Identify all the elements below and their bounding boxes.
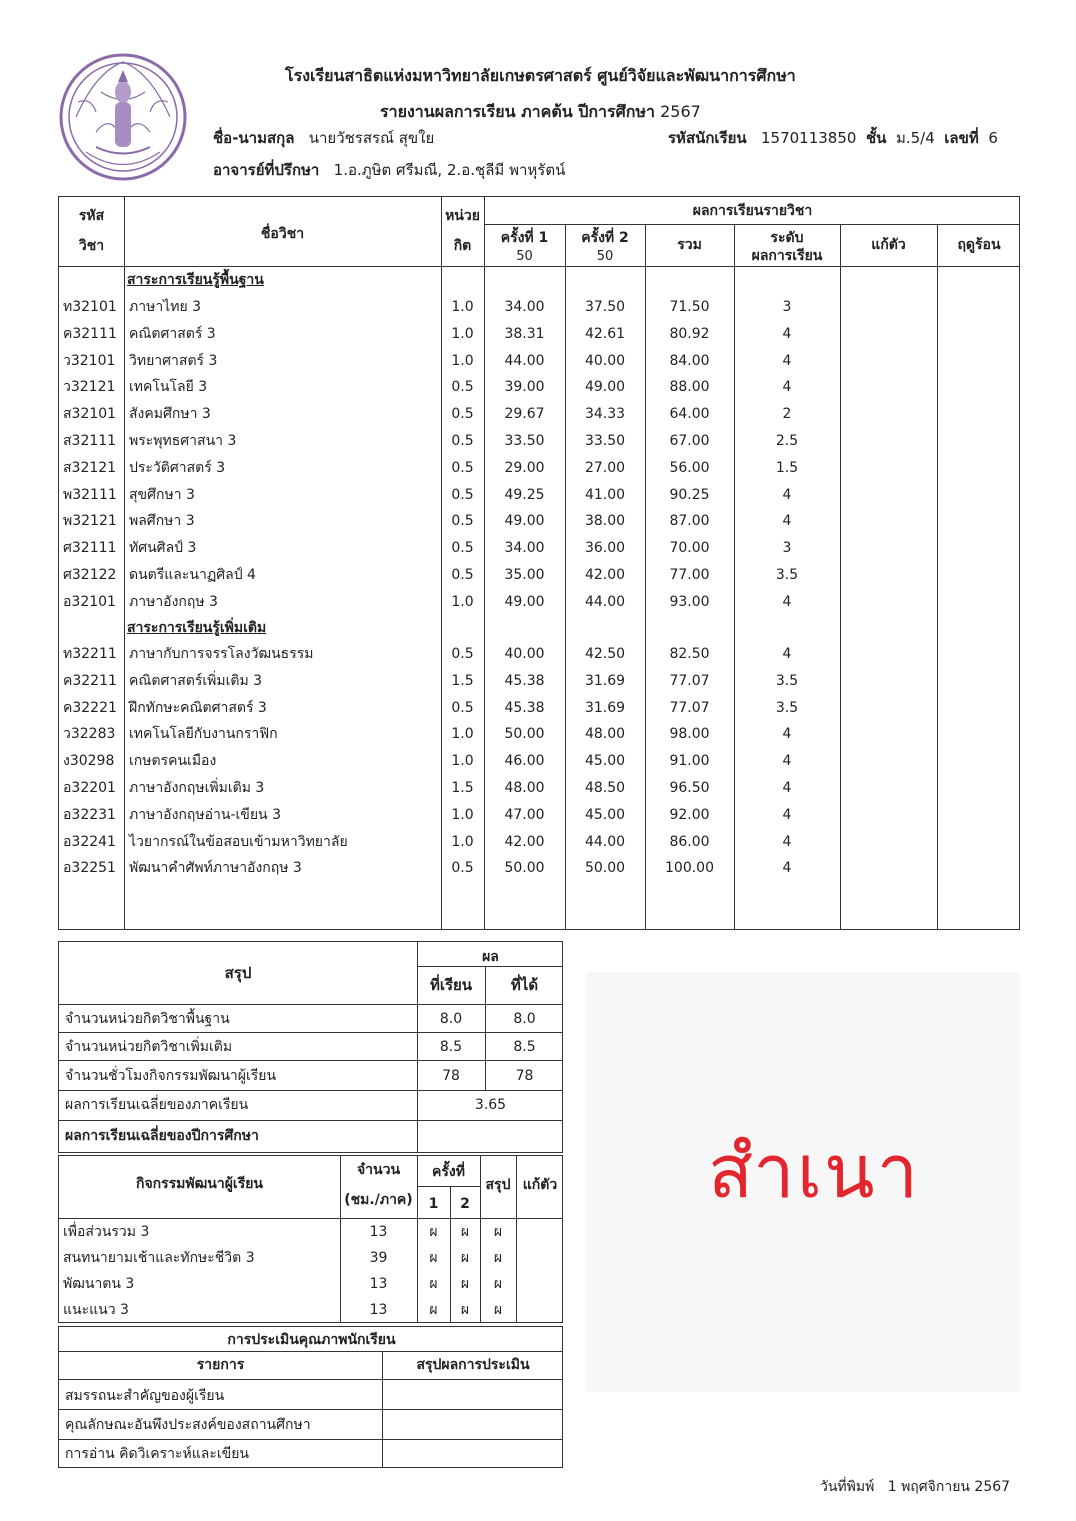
- grade-cell-code: ค32111: [63, 325, 117, 342]
- activities-t1: 1: [428, 1196, 439, 1212]
- grade-cell-total: 67.00: [669, 433, 710, 449]
- grade-cell-t1: 29.67: [504, 406, 545, 423]
- name-value: นายวัชรสรณ์ สุขใย: [308, 129, 435, 147]
- header-term2-max: 50: [596, 249, 614, 264]
- gpa-year-label: ผลการเรียนเฉลี่ยของปีการศึกษา: [65, 1128, 259, 1144]
- grade-cell-total: 86.00: [669, 833, 710, 850]
- number-label: เลขที่: [944, 129, 979, 147]
- grade-cell-name: สุขศึกษา 3: [129, 486, 195, 503]
- grade-cell-grade: 4: [782, 646, 792, 662]
- grade-cell-t1: 49.25: [504, 486, 545, 503]
- grade-row: [59, 750, 1021, 777]
- grade-cell-credit: 1.0: [451, 833, 474, 850]
- grade-row: [59, 591, 1021, 618]
- grade-cell-grade: 4: [782, 726, 792, 743]
- activity-cell-name: เพื่อส่วนรวม 3: [63, 1224, 150, 1240]
- summary-row-earned: 8.0: [513, 1011, 536, 1027]
- activities-table: [58, 1155, 563, 1323]
- grade-cell-t1: 38.31: [504, 325, 545, 342]
- grade-row: [59, 831, 1021, 858]
- grade-cell-total: 93.00: [669, 593, 710, 610]
- grade-cell-grade: 4: [782, 325, 792, 342]
- grade-cell-total: 96.50: [669, 780, 710, 796]
- grade-cell-t2: 48.50: [584, 780, 626, 796]
- grade-cell-total: 91.00: [669, 753, 710, 770]
- grade-cell-name: ภาษาอังกฤษ 3: [129, 593, 218, 610]
- grade-cell-t1: 34.00: [504, 540, 545, 557]
- activities-fix: แก้ตัว: [522, 1177, 558, 1193]
- grade-cell-name: พัฒนาคำศัพท์ภาษาอังกฤษ 3: [129, 860, 302, 877]
- grade-row: [59, 376, 1021, 403]
- grade-row: [59, 723, 1021, 750]
- grade-cell-name: พระพุทธศาสนา 3: [129, 433, 237, 449]
- grade-cell-name: สังคมศึกษา 3: [129, 406, 211, 423]
- summary-table: [58, 941, 563, 1153]
- grade-cell-credit: 0.5: [451, 459, 474, 476]
- grade-cell-code: อ32241: [63, 833, 116, 850]
- grade-cell-grade: 2: [782, 406, 792, 423]
- grade-cell-t1: 49.00: [504, 513, 545, 530]
- student-id-label: รหัสนักเรียน: [668, 129, 747, 147]
- grade-cell-total: 90.25: [669, 486, 710, 503]
- print-date: [820, 1476, 1010, 1498]
- grade-cell-credit: 1.0: [451, 726, 474, 743]
- grade-cell-credit: 0.5: [451, 379, 474, 396]
- grade-cell-grade: 4: [782, 513, 792, 530]
- copy-stamp: สำเนา: [708, 1129, 921, 1215]
- quality-row: การอ่าน คิดวิเคราะห์และเขียน: [65, 1446, 249, 1462]
- advisor-value: 1.อ.ภูษิต ศรีมณี, 2.อ.ชุลีมี พาหุรัตน์: [333, 161, 566, 179]
- grade-row: [59, 323, 1021, 350]
- grade-cell-name: ประวัติศาสตร์ 3: [129, 459, 226, 476]
- grade-cell-t1: 45.38: [504, 699, 545, 716]
- grade-cell-code: ส32121: [63, 459, 117, 476]
- grade-cell-credit: 1.5: [451, 672, 474, 689]
- grade-cell-name: ไวยากรณ์ในข้อสอบเข้ามหาวิทยาลัย: [129, 833, 348, 850]
- grade-cell-code: ส32101: [63, 406, 117, 423]
- report-title-text: รายงานผลการเรียน ภาคต้น ปีการศึกษา: [380, 102, 656, 121]
- activity-cell-hours: 13: [369, 1224, 388, 1240]
- grade-cell-name: ดนตรีและนาฏศิลป์ 4: [129, 567, 256, 583]
- grade-row: [59, 403, 1021, 430]
- grade-cell-grade: 4: [782, 379, 792, 396]
- quality-row: สมรรถนะสำคัญของผู้เรียน: [65, 1388, 225, 1404]
- grade-row: [59, 697, 1021, 724]
- grade-cell-grade: 3.5: [775, 567, 799, 583]
- activities-times: ครั้งที่: [432, 1164, 465, 1180]
- grade-cell-t2: 44.00: [584, 593, 626, 610]
- grade-cell-t1: 50.00: [504, 860, 545, 877]
- grade-cell-credit: 0.5: [451, 567, 474, 583]
- grade-cell-t1: 42.00: [504, 833, 545, 850]
- grade-cell-total: 70.00: [669, 540, 710, 557]
- activity-cell-r1: ผ: [429, 1224, 438, 1240]
- grade-cell-total: 98.00: [669, 726, 710, 743]
- grade-cell-credit: 0.5: [451, 486, 474, 503]
- grade-cell-code: ค32211: [63, 672, 117, 689]
- student-id-group: [668, 126, 998, 150]
- grade-cell-code: พ32111: [63, 486, 117, 503]
- grade-cell-name: ฝึกทักษะคณิตศาสตร์ 3: [129, 699, 267, 716]
- grade-cell-grade: 4: [782, 486, 792, 503]
- grade-cell-name: ภาษาอังกฤษเพิ่มเติม 3: [129, 780, 265, 796]
- grade-cell-t2: 45.00: [584, 806, 626, 823]
- header-term1: ครั้งที่ 1: [500, 230, 549, 246]
- grade-cell-name: ภาษาไทย 3: [129, 299, 202, 315]
- grade-cell-grade: 3.5: [775, 672, 799, 689]
- grade-row: [59, 643, 1021, 670]
- grade-cell-total: 88.00: [669, 379, 710, 396]
- grade-cell-t2: 40.00: [584, 352, 626, 369]
- activity-cell-r2: ผ: [460, 1250, 470, 1266]
- activity-cell-hours: 13: [369, 1276, 388, 1292]
- grade-cell-credit: 1.0: [451, 753, 474, 770]
- grade-cell-name: พลศึกษา 3: [129, 513, 195, 530]
- grade-cell-t1: 35.00: [504, 567, 545, 583]
- grade-cell-code: พ32121: [63, 513, 117, 530]
- section-basic-title: สาระการเรียนรู้พื้นฐาน: [127, 272, 264, 288]
- grade-cell-t2: 50.00: [584, 860, 626, 877]
- grade-cell-credit: 0.5: [451, 433, 474, 449]
- summary-row-label: จำนวนชั่วโมงกิจกรรมพัฒนาผู้เรียน: [65, 1068, 277, 1084]
- grade-cell-credit: 0.5: [451, 540, 474, 557]
- activity-cell-name: แนะแนว 3: [63, 1302, 129, 1318]
- grade-cell-t2: 37.50: [584, 299, 626, 315]
- grade-row: [59, 804, 1021, 831]
- grade-cell-t2: 48.00: [584, 726, 626, 743]
- grade-row: [59, 857, 1021, 884]
- grade-cell-credit: 1.0: [451, 352, 474, 369]
- header-credit-2: กิต: [453, 238, 472, 254]
- grade-cell-grade: 4: [782, 806, 792, 823]
- grade-cell-t1: 46.00: [504, 753, 545, 770]
- school-seal-icon: [56, 52, 190, 182]
- grade-cell-t2: 33.50: [584, 433, 626, 449]
- grade-cell-t1: 45.38: [504, 672, 545, 689]
- grade-cell-credit: 0.5: [451, 406, 474, 423]
- grade-cell-code: อ32251: [63, 860, 116, 877]
- grade-cell-credit: 0.5: [451, 699, 474, 716]
- grade-cell-name: ภาษากับการจรรโลงวัฒนธรรม: [129, 646, 314, 662]
- grade-cell-code: ว32121: [63, 379, 116, 396]
- activity-cell-r1: ผ: [429, 1250, 438, 1266]
- grade-cell-code: ค32221: [63, 699, 117, 716]
- header-fix: แก้ตัว: [871, 237, 906, 253]
- grade-cell-t1: 34.00: [504, 299, 545, 315]
- class-value: ม.5/4: [895, 129, 935, 147]
- grade-cell-grade: 2.5: [775, 433, 799, 449]
- grade-cell-t2: 42.50: [584, 646, 626, 662]
- summary-row-earned: 8.5: [513, 1039, 536, 1055]
- grades-table: [58, 196, 1020, 930]
- grade-cell-credit: 1.0: [451, 325, 474, 342]
- activity-cell-hours: 13: [369, 1302, 388, 1318]
- grade-row: [59, 484, 1021, 511]
- grade-cell-code: ศ32122: [63, 567, 117, 583]
- activities-hours-2: (ชม./ภาค): [344, 1192, 413, 1208]
- summary-title: สรุป: [224, 964, 252, 982]
- grade-cell-t1: 47.00: [504, 806, 545, 823]
- number-value: 6: [988, 129, 998, 147]
- grade-cell-total: 64.00: [669, 406, 710, 423]
- grade-cell-total: 92.00: [669, 806, 710, 823]
- quality-row: คุณลักษณะอันพึงประสงค์ของสถานศึกษา: [65, 1417, 311, 1433]
- grade-cell-total: 77.00: [669, 567, 710, 583]
- grade-cell-code: ว32283: [63, 726, 116, 743]
- header-credit-1: หน่วย: [445, 208, 480, 224]
- grade-cell-code: อ32201: [63, 780, 116, 796]
- school-name: โรงเรียนสาธิตแห่งมหาวิทยาลัยเกษตรศาสตร์ ศูนย์วิจัยและพัฒนาการศึกษา: [285, 66, 796, 85]
- grade-cell-grade: 3.5: [775, 699, 799, 716]
- name-label: ชื่อ-นามสกุล: [213, 129, 295, 147]
- grade-cell-grade: 4: [782, 753, 792, 770]
- advisor-label: อาจารย์ที่ปรึกษา: [213, 161, 320, 179]
- grade-row: [59, 670, 1021, 697]
- summary-row-studied: 8.0: [439, 1011, 463, 1027]
- activities-title: กิจกรรมพัฒนาผู้เรียน: [135, 1176, 263, 1192]
- grade-cell-t2: 42.00: [584, 567, 626, 583]
- grade-cell-credit: 0.5: [451, 646, 474, 662]
- grade-cell-t1: 39.00: [504, 379, 545, 396]
- grade-cell-total: 100.00: [665, 860, 714, 877]
- report-title: [380, 100, 701, 125]
- grade-row: [59, 430, 1021, 457]
- grade-cell-code: ศ32111: [63, 540, 117, 557]
- grade-cell-total: 80.92: [669, 325, 710, 342]
- grade-cell-t1: 29.00: [504, 459, 545, 476]
- grade-cell-total: 77.07: [669, 699, 710, 716]
- grade-cell-name: เทคโนโลยี 3: [129, 379, 208, 396]
- grade-cell-name: ทัศนศิลป์ 3: [129, 540, 197, 557]
- grade-cell-code: ท32211: [63, 646, 117, 662]
- report-year: 2567: [660, 102, 701, 121]
- grade-row: [59, 777, 1021, 804]
- grade-cell-code: ว32101: [63, 352, 116, 369]
- grade-cell-grade: 4: [782, 833, 792, 850]
- grade-cell-t1: 48.00: [504, 780, 545, 796]
- summary-row-label: จำนวนหน่วยกิตวิชาพื้นฐาน: [65, 1011, 230, 1027]
- grade-row: [59, 457, 1021, 484]
- header-subject: ชื่อวิชา: [260, 226, 305, 242]
- gpa-term-label: ผลการเรียนเฉลี่ยของภาคเรียน: [65, 1097, 249, 1113]
- grade-cell-t1: 44.00: [504, 352, 545, 369]
- grade-cell-grade: 4: [782, 593, 792, 610]
- grade-cell-total: 84.00: [669, 352, 710, 369]
- grade-cell-credit: 1.5: [451, 780, 474, 796]
- quality-table: [58, 1326, 563, 1468]
- activity-cell-r2: ผ: [460, 1302, 470, 1318]
- gpa-term-value: 3.65: [474, 1097, 507, 1113]
- grade-cell-t2: 34.33: [584, 406, 626, 423]
- grade-row: [59, 296, 1021, 323]
- grade-cell-t2: 31.69: [584, 672, 626, 689]
- student-info-row: [213, 126, 1013, 148]
- header-summer: ฤดูร้อน: [957, 237, 1001, 253]
- grade-cell-credit: 1.0: [451, 593, 474, 610]
- activity-cell-sum: ผ: [493, 1302, 503, 1318]
- grade-row: [59, 537, 1021, 564]
- quality-title: การประเมินคุณภาพนักเรียน: [227, 1332, 396, 1348]
- grade-cell-grade: 4: [782, 352, 792, 369]
- grade-cell-t2: 45.00: [584, 753, 626, 770]
- grade-cell-name: ภาษาอังกฤษอ่าน-เขียน 3: [129, 806, 281, 823]
- summary-result-header: ผล: [482, 949, 499, 965]
- grade-cell-code: ง30298: [63, 753, 115, 770]
- activity-cell-r1: ผ: [429, 1276, 438, 1292]
- summary-row-label: จำนวนหน่วยกิตวิชาเพิ่มเติม: [65, 1039, 233, 1055]
- activity-cell-sum: ผ: [493, 1250, 503, 1266]
- summary-row-studied: 78: [442, 1068, 460, 1084]
- grade-cell-grade: 3: [782, 299, 792, 315]
- grade-cell-credit: 0.5: [451, 860, 474, 877]
- grade-cell-t1: 33.50: [504, 433, 545, 449]
- grade-cell-name: คณิตศาสตร์เพิ่มเติม 3: [129, 672, 263, 689]
- grade-row: [59, 350, 1021, 377]
- advisor-row: [213, 158, 565, 182]
- summary-row-studied: 8.5: [439, 1039, 463, 1055]
- header-term2: ครั้งที่ 2: [581, 230, 629, 246]
- header-code-1: รหัส: [78, 208, 105, 224]
- grade-cell-total: 82.50: [669, 646, 710, 662]
- activity-cell-r1: ผ: [429, 1302, 438, 1318]
- header-level-2: ผลการเรียน: [751, 248, 823, 264]
- grade-cell-t2: 36.00: [584, 540, 626, 557]
- grade-cell-t2: 44.00: [584, 833, 626, 850]
- activity-cell-sum: ผ: [493, 1276, 503, 1292]
- grade-cell-credit: 0.5: [451, 513, 474, 530]
- copy-stamp-area: [586, 972, 1020, 1392]
- grade-cell-t2: 49.00: [584, 379, 626, 396]
- grade-cell-t2: 31.69: [584, 699, 626, 716]
- summary-earned-header: ที่ได้: [510, 976, 539, 994]
- grade-cell-grade: 1.5: [775, 459, 799, 476]
- grade-cell-total: 77.07: [669, 672, 710, 689]
- quality-item-header: รายการ: [196, 1357, 245, 1373]
- header-total: รวม: [677, 237, 702, 253]
- grade-cell-grade: 4: [782, 860, 792, 877]
- grade-cell-t2: 38.00: [584, 513, 626, 530]
- activity-cell-sum: ผ: [493, 1224, 503, 1240]
- grade-cell-total: 56.00: [669, 459, 710, 476]
- grade-cell-code: อ32231: [63, 806, 116, 823]
- grade-cell-name: เกษตรคนเมือง: [129, 753, 217, 770]
- activity-cell-r2: ผ: [460, 1276, 470, 1292]
- grade-cell-code: ท32101: [63, 299, 117, 315]
- class-label: ชั้น: [865, 129, 887, 147]
- grade-cell-credit: 1.0: [451, 806, 474, 823]
- grade-cell-t2: 42.61: [584, 325, 626, 342]
- grade-cell-grade: 3: [782, 540, 792, 557]
- grade-cell-code: อ32101: [63, 593, 116, 610]
- grade-cell-t2: 27.00: [584, 459, 626, 476]
- grade-cell-t1: 50.00: [504, 726, 545, 743]
- grade-row: [59, 564, 1021, 591]
- activity-cell-hours: 39: [369, 1250, 388, 1266]
- activities-sum: สรุป: [485, 1177, 511, 1193]
- activity-cell-name: พัฒนาตน 3: [63, 1276, 135, 1292]
- grade-cell-t1: 49.00: [504, 593, 545, 610]
- grade-cell-name: เทคโนโลยีกับงานกราฟิก: [129, 726, 278, 743]
- header-term1-max: 50: [516, 249, 533, 264]
- grade-cell-name: วิทยาศาสตร์ 3: [129, 352, 218, 369]
- grade-row: [59, 510, 1021, 537]
- print-date-value: 1 พฤศจิกายน 2567: [887, 1479, 1011, 1495]
- grade-cell-t1: 40.00: [504, 646, 545, 662]
- activity-cell-r2: ผ: [460, 1224, 470, 1240]
- student-id-value: 1570113850: [760, 129, 857, 147]
- grade-cell-code: ส32111: [63, 433, 117, 449]
- activity-cell-name: สนทนายามเช้าและทักษะชีวิต 3: [63, 1250, 255, 1266]
- grade-cell-grade: 4: [782, 780, 792, 796]
- section-extra-title: สาระการเรียนรู้เพิ่มเติม: [127, 620, 267, 636]
- quality-result-header: สรุปผลการประเมิน: [416, 1357, 530, 1373]
- summary-studied-header: ที่เรียน: [429, 976, 473, 994]
- grade-cell-total: 71.50: [669, 299, 710, 315]
- grade-cell-t2: 41.00: [584, 486, 626, 503]
- grade-cell-credit: 1.0: [451, 299, 474, 315]
- print-date-label: วันที่พิมพ์: [820, 1479, 875, 1495]
- activities-hours-1: จำนวน: [356, 1162, 401, 1178]
- header-results: ผลการเรียนรายวิชา: [692, 203, 813, 219]
- summary-row-earned: 78: [515, 1068, 534, 1084]
- grade-cell-name: คณิตศาสตร์ 3: [129, 325, 216, 342]
- grade-cell-total: 87.00: [669, 513, 710, 530]
- header-code-2: วิชา: [78, 238, 105, 254]
- header-level-1: ระดับ: [770, 230, 804, 246]
- activities-t2: 2: [460, 1196, 470, 1212]
